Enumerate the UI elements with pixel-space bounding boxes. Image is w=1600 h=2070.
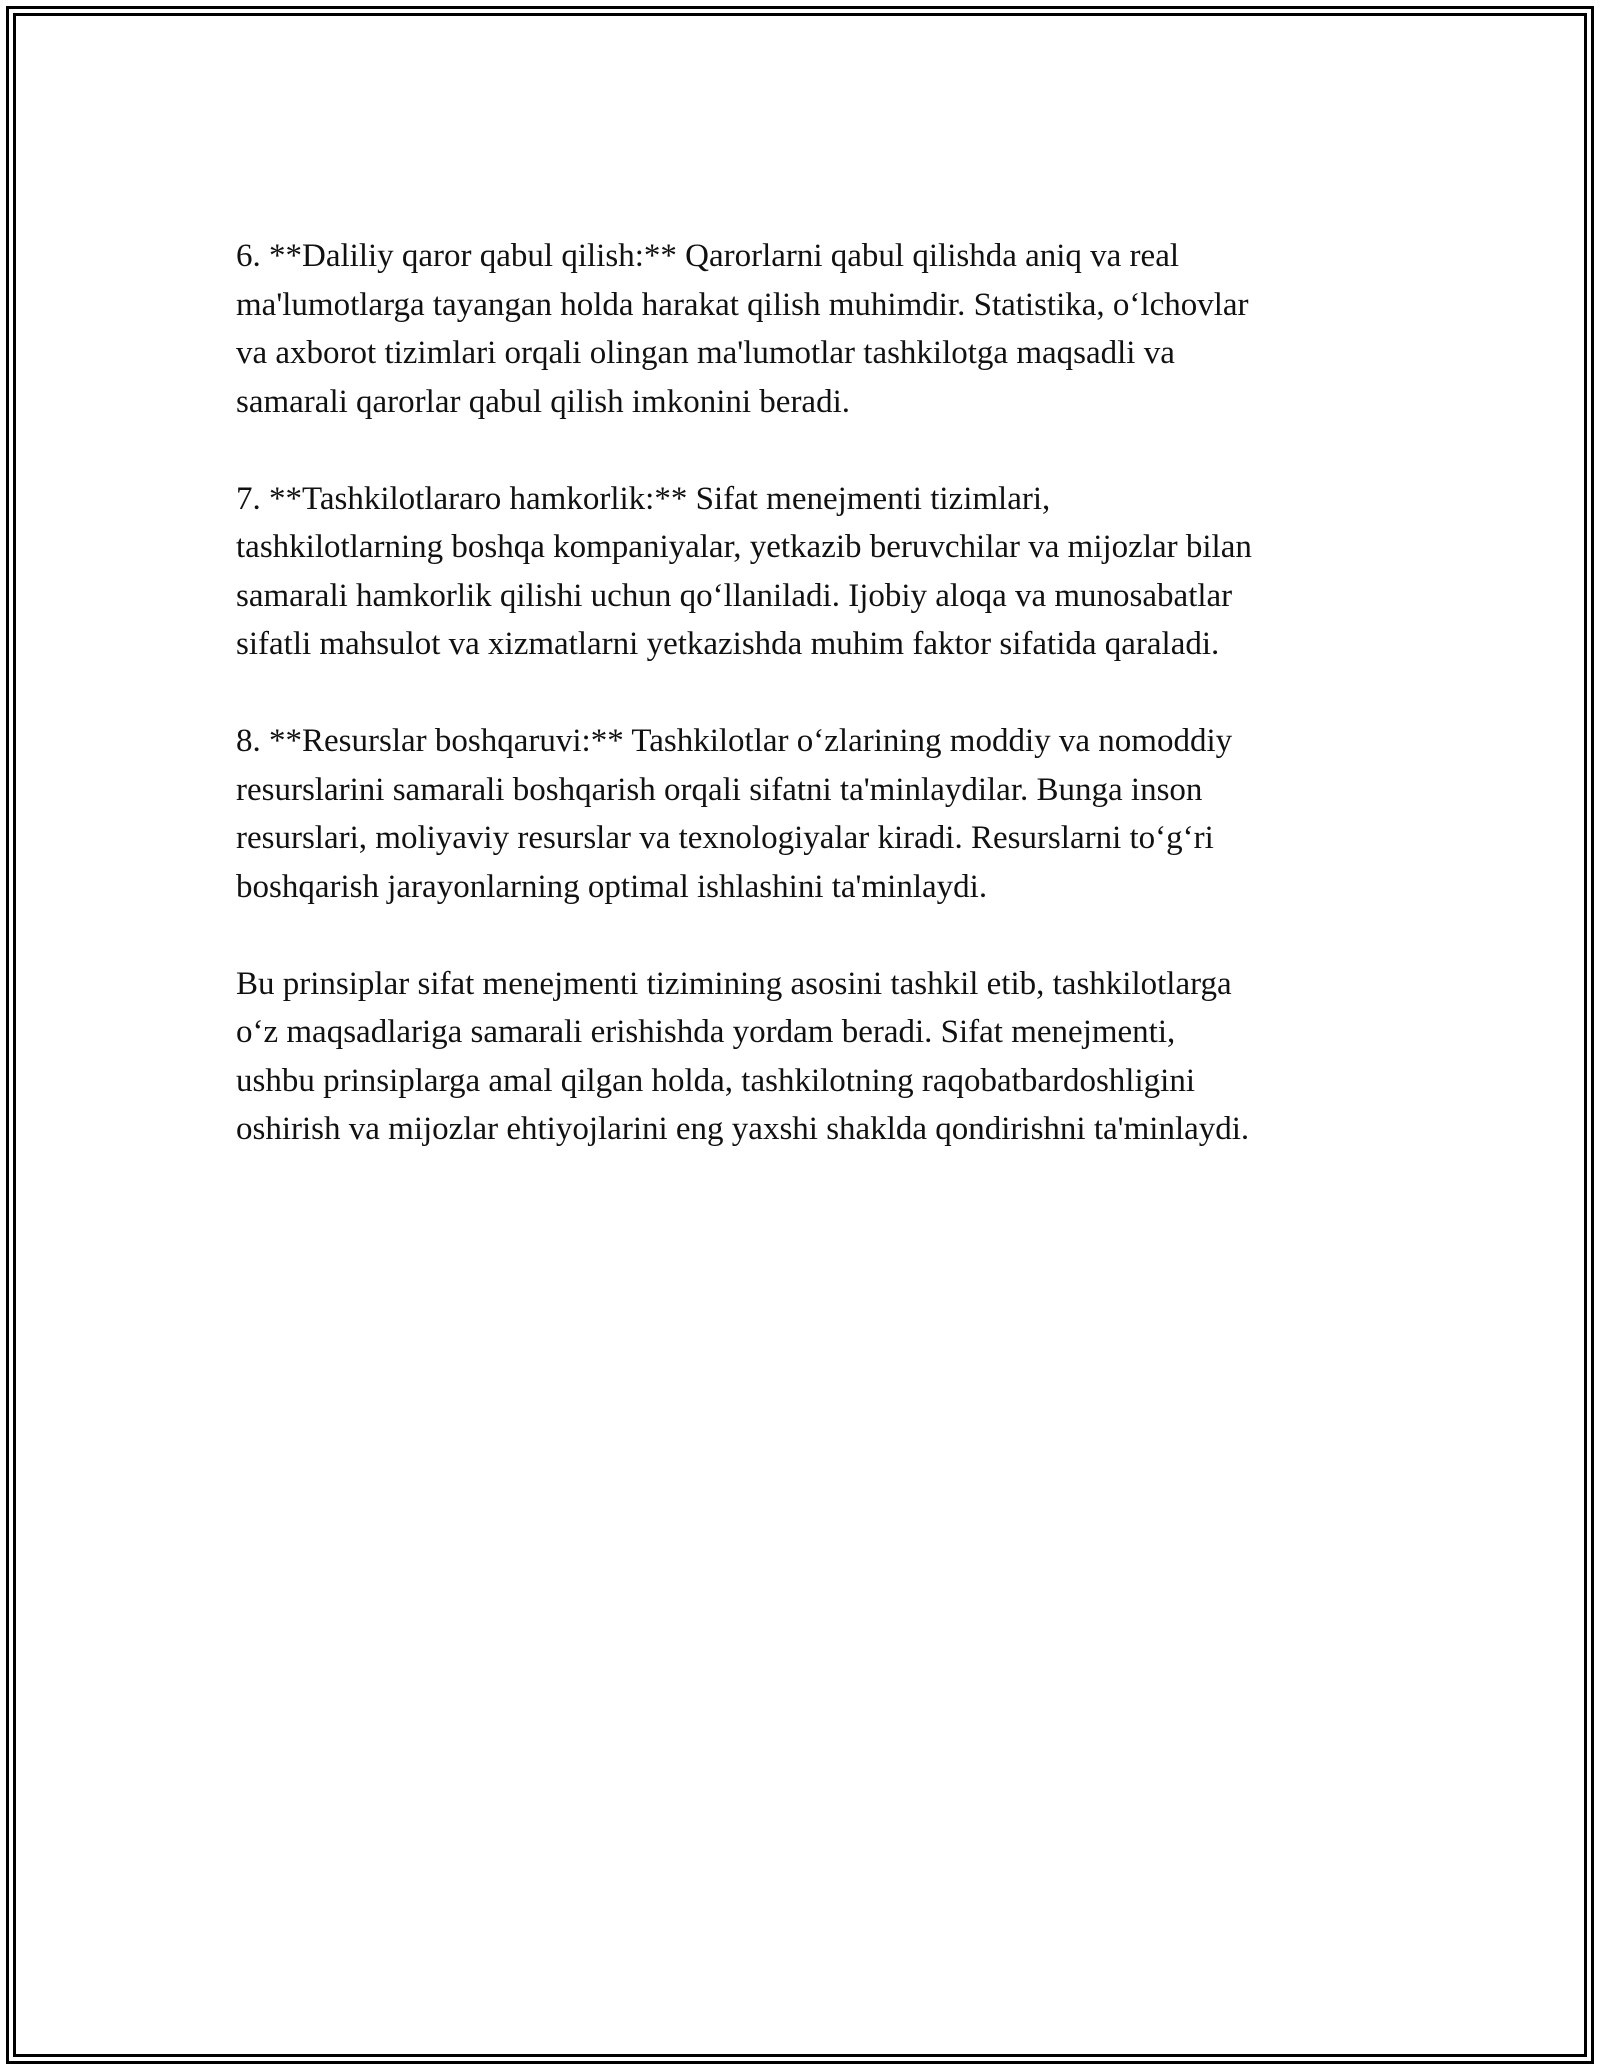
document-body (236, 232, 1416, 1202)
paragraph-conclusion: Bu prinsiplar sifat menejmenti tizimining asosini tashkil etib, tashkilotlarga o‘z maqsadlariga samarali erishishda yordam beradi. Sifat menejmenti, ushbu prinsiplarga amal qilgan holda, tashkilotning raqobatbardoshligini oshirish va mijozlar ehtiyojlarini eng yaxshi shaklda qondirishni ta'minlaydi. (236, 965, 1250, 1147)
paragraph-principle-8: 8. **Resurslar boshqaruvi:** Tashkilotlar o‘zlarining moddiy va nomoddiy resurslarini samarali boshqarish orqali sifatni ta'minlaydilar. Bunga inson resurslari, moliyaviy resurslar va texnologiyalar kiradi. Resurslarni to‘g‘ri boshqarish jarayonlarning optimal ishlashini ta'minlaydi. (236, 723, 1233, 905)
paragraph-principle-6: 6. **Daliliy qaror qabul qilish:** Qarorlarni qabul qilishda aniq va real ma'lumotlarga tayangan holda harakat qilish muhimdir. Statistika, o‘lchovlar va axborot tizimlari orqali olingan ma'lumotlar tashkilotga maqsadli va samarali qarorlar qabul qilish imkonini beradi. (236, 238, 1249, 420)
paragraph-principle-7: 7. **Tashkilotlararo hamkorlik:** Sifat menejmenti tizimlari, tashkilotlarning boshqa kompaniyalar, yetkazib beruvchilar va mijozlar bilan samarali hamkorlik qilishi uchun qo‘llaniladi. Ijobiy aloqa va munosabatlar sifatli mahsulot va xizmatlarni yetkazishda muhim faktor sifatida qaraladi. (236, 480, 1252, 662)
